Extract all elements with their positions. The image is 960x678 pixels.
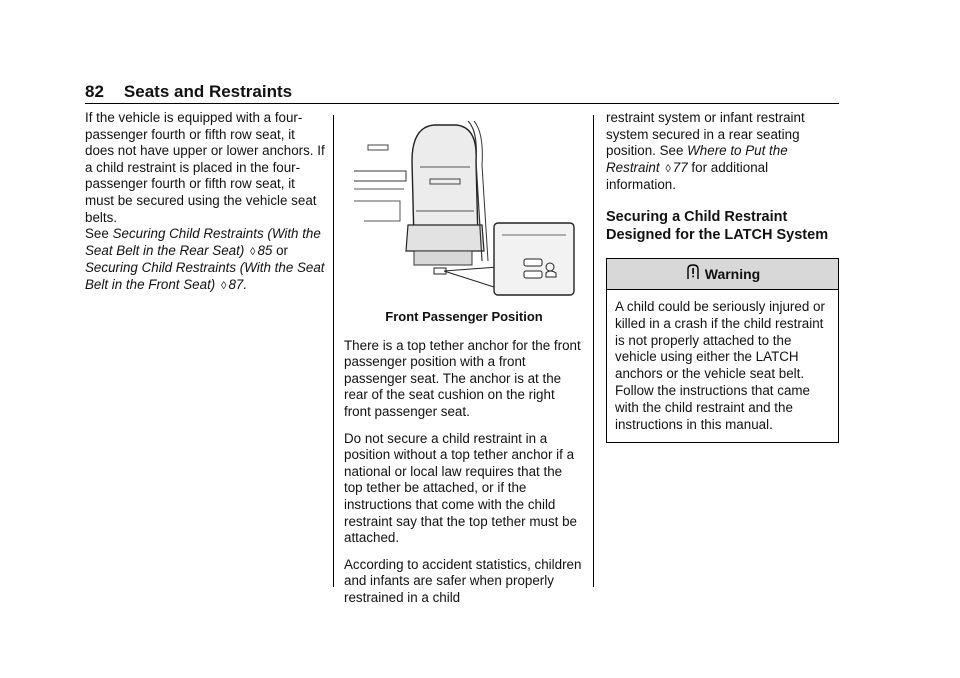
intro-paragraph: If the vehicle is equipped with a four-passenger fourth or fifth row seat, it does not have upper or lower anchors. If a child restraint is placed in the four-passenger fourth or fifth row seat, it must be secured using the vehicle seat belts. <box>85 110 325 225</box>
continued-paragraph <box>606 110 839 194</box>
ref-link-front-seat[interactable]: Securing Child Restraints (With the Seat Belt in the Front Seat) <box>85 260 325 292</box>
see-word: See <box>85 226 109 242</box>
column-left <box>85 110 325 295</box>
column-middle <box>344 113 584 607</box>
warning-icon <box>685 264 701 284</box>
column-right <box>606 110 839 443</box>
ref-page-85[interactable]: 85 <box>257 242 273 258</box>
column-divider-left <box>333 115 334 587</box>
page-number: 82 <box>85 82 104 101</box>
ref-page-87[interactable]: 87. <box>228 276 248 292</box>
continued-text: restraint system or infant restraint system secured in a rear seating position. See <box>606 110 805 159</box>
warning-body: A child could be seriously injured or killed in a crash if the child restraint is not properly attached to the vehicle using either the LATCH anchors or the vehicle seat belt. Follow the instructions that came with the child restraint and the instructions in this manual. <box>615 298 825 432</box>
cross-reference-paragraph <box>85 226 325 294</box>
figure-caption: Front Passenger Position <box>385 309 543 324</box>
front-passenger-seat-illustration <box>354 121 576 303</box>
header-rule <box>85 103 839 104</box>
section-heading: Securing a Child Restraint Designed for the LATCH System <box>606 208 829 243</box>
warning-title: Warning <box>704 265 761 282</box>
ref-page-77[interactable]: 77 <box>672 159 688 175</box>
page-ref-icon: ◊ <box>250 245 256 258</box>
ref-link-where-to-put-restraint[interactable]: Where to Put the Restraint <box>606 143 788 175</box>
paragraph: Do not secure a child restraint in a position without a top tether anchor if a national or local law requires that the top tether be attached, or if the instructions that come with the child restraint say that the top tether must be attached. <box>344 430 577 546</box>
column-divider-right <box>593 115 594 587</box>
chapter-title: Seats and Restraints <box>123 82 293 101</box>
page-ref-icon: ◊ <box>665 162 671 175</box>
warning-header <box>607 259 838 290</box>
paragraph: According to accident statistics, children and infants are safer when properly restrained in a child <box>344 556 582 605</box>
page-ref-icon: ◊ <box>221 279 227 292</box>
continued-text-end: for additional information. <box>606 159 769 193</box>
page-header <box>85 82 292 102</box>
paragraph: There is a top tether anchor for the front passenger position with a front passenger seat. The anchor is at the rear of the seat cushion on the right front passenger seat. <box>344 337 581 419</box>
warning-box <box>606 258 839 443</box>
ref-link-rear-seat[interactable]: Securing Child Restraints (With the Seat Belt in the Rear Seat) <box>85 226 321 258</box>
or-word: or <box>276 242 289 258</box>
